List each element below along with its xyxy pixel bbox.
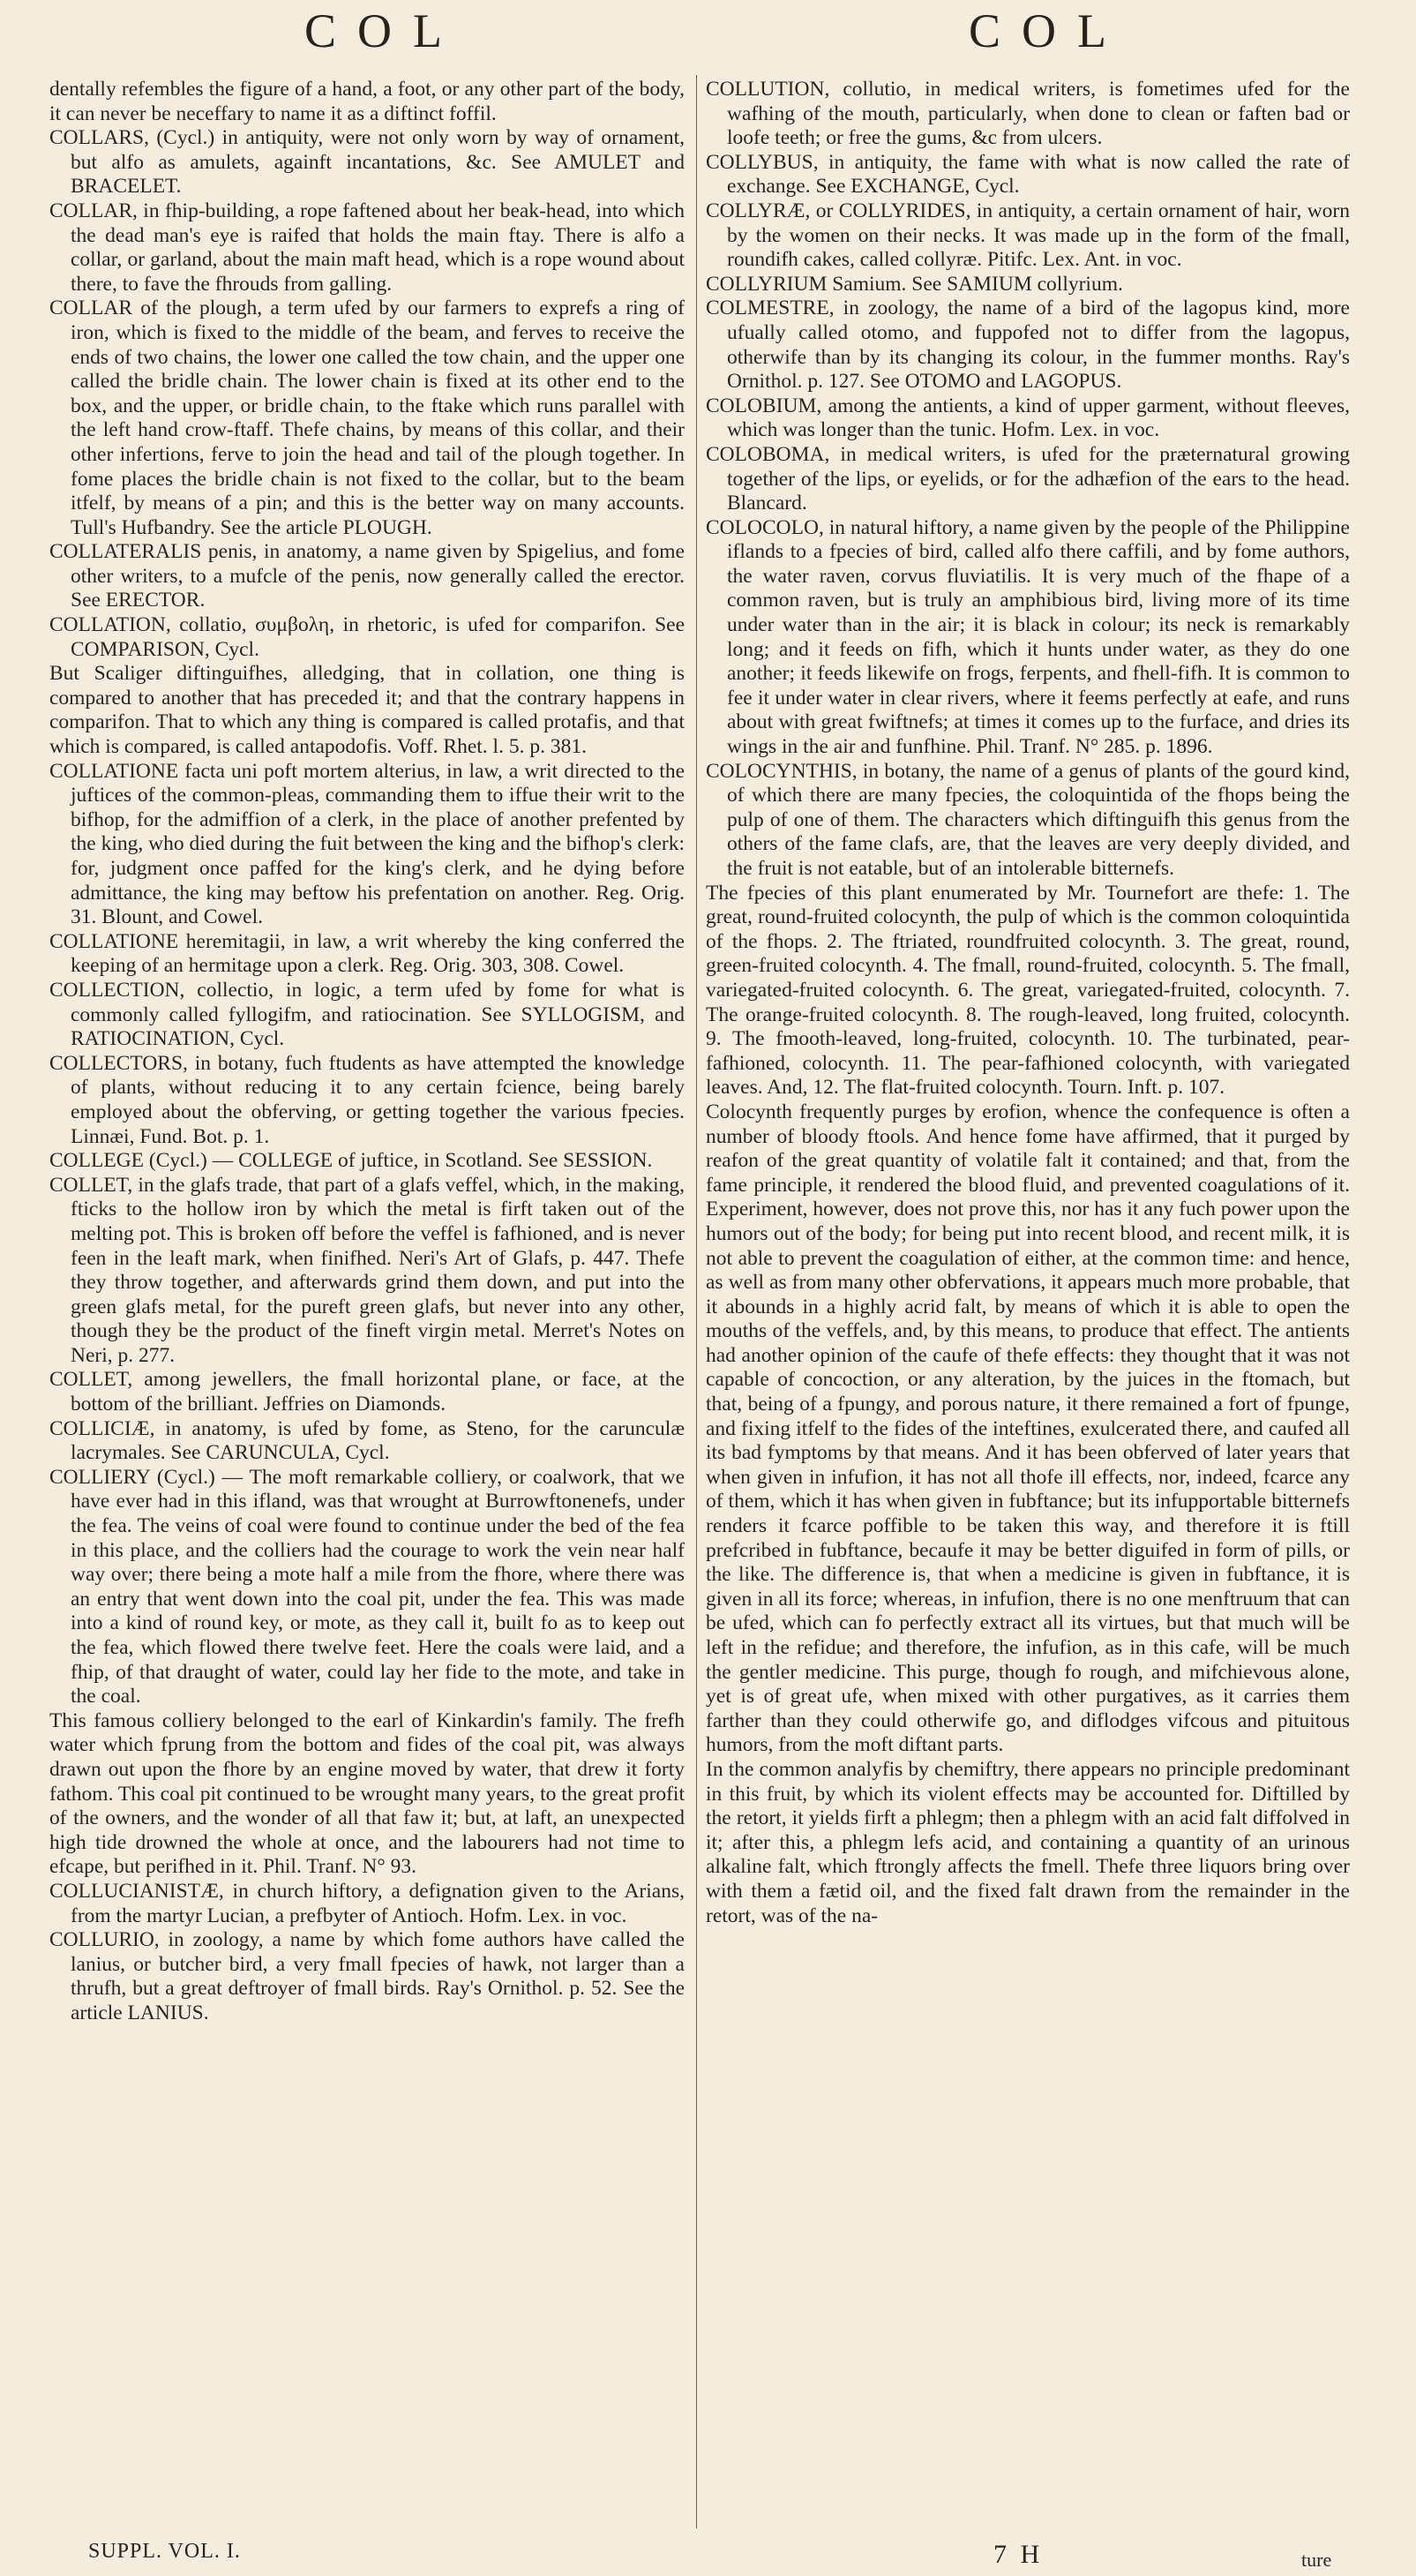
dictionary-entry: COLOCOLO, in natural hiftory, a name given by the people of the Philippine iflands to a fpecies of bird, called alfo there caffili, and by fome authors, the water raven, corvus fluviatilis. It is very much of the fhape of a common raven, but is truly an amphibious bird, living more of its time under water than in the air; it is black in colour; its neck is remarkably long; and it feeds on fifh, which it hunts under water, as they do one another; it feeds likewife on frogs, ferpents, and fhell-fifh. It is common to fee it under water in clear rivers, where it feems perfectly at eafe, and runs about with great fwiftnefs; at times it comes up to the furface, and dries its wings in the air and funfhine. Phil. Tranf. N° 285. p. 1896. (706, 515, 1350, 759)
dictionary-entry: COLLARS, (Cycl.) in antiquity, were not only worn by way of ornament, but alfo as amulets, againft incantations, &c. See AMULET and BRACELET. (49, 126, 685, 199)
right-column (706, 78, 1350, 1928)
dictionary-entry: COLLATION, collatio, συμβολη, in rhetoric, is ufed for comparifon. See COMPARISON, Cycl. (49, 613, 685, 661)
dictionary-entry: dentally refembles the figure of a hand, a foot, or any other part of the body, it can never be neceffary to name it as a diftinct foffil. (49, 78, 685, 125)
catchword: ture (1301, 2549, 1332, 2571)
signature-mark: 7 H (993, 2540, 1044, 2569)
dictionary-entry: COLMESTRE, in zoology, the name of a bird of the lagopus kind, more ufually called otomo, and fuppofed not to differ from the lagopus, otherwife than by its changing its colour, in the fummer months. Ray's Ornithol. p. 127. See OTOMO and LAGOPUS. (706, 297, 1350, 394)
dictionary-entry: But Scaliger diftinguifhes, alledging, that in collation, one thing is compared to another that has preceded it; and that the contrary happens in comparifon. That to which any thing is compared is called protafis, and that which is compared, is called antapodofis. Voff. Rhet. l. 5. p. 381. (49, 662, 685, 759)
dictionary-entry: COLLET, among jewellers, the fmall horizontal plane, or face, at the bottom of the brilliant. Jeffries on Diamonds. (49, 1368, 685, 1416)
dictionary-entry: COLLICIÆ, in anatomy, is ufed by fome, as Steno, for the carunculæ lacrymales. See CARUNCULA, Cycl. (49, 1416, 685, 1465)
dictionary-entry: COLLAR of the plough, a term ufed by our farmers to exprefs a ring of iron, which is fixed to the middle of the beam, and ferves to receive the ends of two chains, the lower one called the tow chain, and the upper one called the bridle chain. The lower chain is fixed at its other end to the box, and the upper, or bridle chain, to the ftake which runs parallel with the left hand crow-ftaff. Thefe chains, by means of this collar, and their other infertions, ferve to join the head and tail of the plough together. In fome places the bridle chain is not fixed to the collar, but to the beam itfelf, by means of a pin; and this is the better way on many accounts. Tull's Hufbandry. See the article PLOUGH. (49, 297, 685, 539)
dictionary-entry: COLLIERY (Cycl.) — The moft remarkable colliery, or coalwork, that we have ever had in this ifland, was that wrought at Burrowftonenefs, under the fea. The veins of coal were found to continue under the bed of the fea in this place, and the colliers had the courage to work the vein near half way over; there being a mote half a mile from the fhore, where there was an entry that went down into the coal pit, under the fea. This was made into a kind of round key, or mote, as they call it, built fo as to keep out the fea, which flowed there twelve feet. Here the coals were laid, and a fhip, of that draught of water, could lay her fide to the mote, and take in the coal. (49, 1465, 685, 1709)
running-head-right: COL (969, 4, 1128, 57)
dictionary-entry: In the common analyfis by chemiftry, there appears no principle predominant in this fruit, by which its violent effects may be accounted for. Diftilled by the retort, it yields firft a phlegm; then a phlegm with an acid falt diffolved in it; after this, a phlegm lefs acid, and containing a quantity of an urinous alkaline falt, which ftrongly affects the fmell. Thefe three liquors bring over with them a fætid oil, and the fixed falt drawn from the remainder in the retort, was of the na- (706, 1757, 1350, 1927)
volume-label: SUPPL. VOL. I. (88, 2540, 241, 2563)
dictionary-entry: COLOCYNTHIS, in botany, the name of a genus of plants of the gourd kind, of which there are many fpecies, the coloquintida of the fhops being the pulp of one of them. The characters which diftinguifh this genus from the others of the fame clafs, are, that the leaves are very deeply divided, and the fruit is not eatable, but of an intolerable bitternefs. (706, 759, 1350, 880)
dictionary-entry: COLLET, in the glafs trade, that part of a glafs veffel, which, in the making, fticks to the hollow iron by which the metal is firft taken out of the melting pot. This is broken off before the veffel is fafhioned, and is never feen in the leaft mark, when finifhed. Neri's Art of Glafs, p. 447. Thefe they throw together, and afterwards grind them down, and put into the green glafs metal, for the pureft green glafs, but never into any other, though they be the product of the fineft virgin metal. Merret's Notes on Neri, p. 277. (49, 1173, 685, 1367)
dictionary-entry: COLOBOMA, in medical writers, is ufed for the præternatural growing together of the lips, or eyelids, or for the adhæfion of the ears to the head. Blancard. (706, 442, 1350, 515)
dictionary-entry: COLLYBUS, in antiquity, the fame with what is now called the rate of exchange. See EXCHANGE, Cycl. (706, 150, 1350, 199)
dictionary-entry: COLLATIONE heremitagii, in law, a writ whereby the king conferred the keeping of an hermitage upon a clerk. Reg. Orig. 303, 308. Cowel. (49, 929, 685, 978)
dictionary-entry: COLLATERALIS penis, in anatomy, a name given by Spigelius, and fome other writers, to a mufcle of the penis, now generally called the erector. See ERECTOR. (49, 540, 685, 612)
dictionary-entry: COLLURIO, in zoology, a name by which fome authors have called the lanius, or butcher bird, a very fmall fpecies of hawk, not larger than a thrufh, but a great deftroyer of fmall birds. Ray's Ornithol. p. 52. See the article LANIUS. (49, 1928, 685, 2024)
dictionary-entry: COLLYRIUM Samium. See SAMIUM collyrium. (706, 272, 1123, 296)
dictionary-entry: COLLECTORS, in botany, fuch ftudents as have attempted the knowledge of plants, without reducing it to any certain fcience, being barely employed about the obferving, or getting together the various fpecies. Linnæi, Fund. Bot. p. 1. (49, 1051, 685, 1148)
dictionary-entry: Colocynth frequently purges by erofion, whence the confequence is often a number of bloody ftools. And hence fome have affirmed, that it purged by reafon of the great quantity of volatile falt it contained; and that, from the fame principle, it rendered the blood fluid, and prevented coagulations of it. Experiment, however, does not prove this, nor has it any fuch power upon the humors out of the body; for being put into recent blood, and recent milk, it is not able to prevent the coagulation of either, at the common time: and hence, as well as from many other obfervations, it appears much more probable, that it abounds in a highly acrid falt, by means of which it is able to open the mouths of the veffels, and, by this means, to produce that effect. The antients had another opinion of the caufe of thefe effects: they thought that it was not capable of concoction, or any alteration, by the juices in the ftomach, but that, being of a fpungy, and porous nature, it there remained a fort of fpunge, and fixing itfelf to the fides of the inteftines, exulcerated there, and caufed all its bad fymptoms by that means. And it has been obferved of later years that when given in infufion, it has not all thofe ill effects, nor, indeed, fcarce any of them, which it has when given in fubftance; but its infupportable bitternefs renders it fcarce poffible to be taken this way, and therefore it is ftill prefcribed in fubftance, becaufe it may be better diguifed in form of pills, or the like. The difference is, that when a medicine is given in fubftance, it is given in all its force; whereas, in infufion, there is no one menftruum that can be ufed, which can fo perfectly extract all its virtues, but that much will be left in the refidue; and therefore, the infufion, as in this cafe, will be much the gentler medicine. This purge, though fo rough, and mifchievous alone, yet is of great ufe, when mixed with other purgatives, as it carries them farther than they could otherwife go, and diflodges vifcous and pituitous humors, from the moft diftant parts. (706, 1100, 1350, 1757)
dictionary-entry: COLLAR, in fhip-building, a rope faftened about her beak-head, into which the dead man's eye is raifed that holds the main ftay. There is alfo a collar, or garland, about the main maft head, which is a rope wound about there, to fave the fhrouds from galling. (49, 199, 685, 296)
dictionary-entry: COLLUCIANISTÆ, in church hiftory, a defignation given to the Arians, from the martyr Lucian, a prefbyter of Antioch. Hofm. Lex. in voc. (49, 1879, 685, 1927)
running-head-left: COL (304, 4, 463, 57)
dictionary-entry: COLLUTION, collutio, in medical writers, is fometimes ufed for the wafhing of the mouth, particularly, when done to clean or faften bad or loofe teeth; or free the gums, &c from ulcers. (706, 78, 1350, 150)
dictionary-entry: COLOBIUM, among the antients, a kind of upper garment, without fleeves, which was longer than the tunic. Hofm. Lex. in voc. (706, 394, 1350, 442)
dictionary-entry: COLLYRÆ, or COLLYRIDES, in antiquity, a certain ornament of hair, worn by the women on their necks. It was made up in the form of the fmall, roundifh cakes, called collyræ. Pitifc. Lex. Ant. in voc. (706, 199, 1350, 272)
dictionary-entry: COLLATIONE facta uni poft mortem alterius, in law, a writ directed to the juftices of the common-pleas, commanding them to iffue their writ to the bifhop, for the admiffion of a clerk, in the place of another prefented by the king, who died during the fuit between the king and the bifhop's clerk: for, judgment once paffed for the king's clerk, and he dying before admittance, the king may beftow his prefentation on another. Reg. Orig. 31. Blount, and Cowel. (49, 759, 686, 929)
dictionary-entry: COLLECTION, collectio, in logic, a term ufed by fome for what is commonly called fyllogifm, and ratiocination. See SYLLOGISM, and RATIOCINATION, Cycl. (49, 978, 685, 1051)
dictionary-entry: This famous colliery belonged to the earl of Kinkardin's family. The frefh water which fprung from the bottom and fides of the coal pit, was always drawn out upon the fhore by an engine moved by water, that drew it forty fathom. This coal pit continued to be wrought many years, to the great profit of the owners, and the wonder of all that faw it; but, at laft, an unexpected high tide drowned the whole at once, and the labourers had not time to efcape, but perifhed in it. Phil. Tranf. N° 93. (49, 1709, 685, 1879)
left-column (49, 78, 685, 2026)
column-divider (696, 75, 697, 2528)
dictionary-entry: COLLEGE (Cycl.) — COLLEGE of juftice, in Scotland. See SESSION. (49, 1149, 653, 1173)
dictionary-entry: The fpecies of this plant enumerated by Mr. Tournefort are thefe: 1. The great, round-fruited colocynth, the pulp of which is the common coloquintida of the fhops. 2. The ftriated, roundfruited colocynth. 3. The great, round, green-fruited colocynth. 4. The fmall, round-fruited, colocynth. 5. The fmall, variegated-fruited colocynth. 6. The great, variegated-fruited, colocynth. 7. The orange-fruited colocynth. 8. The rough-leaved, long fruited, colocynth. 9. The fmooth-leaved, long-fruited, colocynth. 10. The turbinated, pear-fafhioned, colocynth. 11. The pear-fafhioned colocynth, with variegated leaves. And, 12. The flat-fruited colocynth. Tourn. Inft. p. 107. (706, 881, 1350, 1100)
